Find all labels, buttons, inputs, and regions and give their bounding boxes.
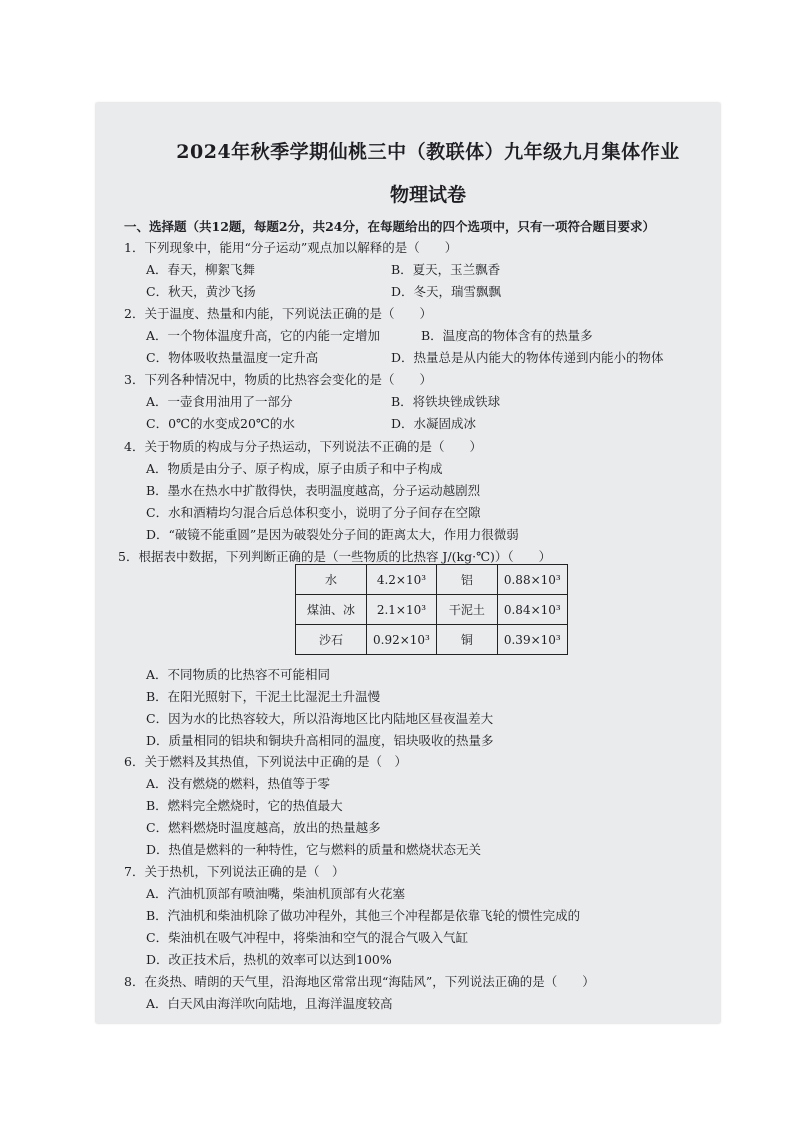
q5-option-a: A．不同物质的比热容不可能相同 <box>146 667 331 682</box>
q8-option-a: A．白天风由海洋吹向陆地，且海洋温度较高 <box>146 996 393 1011</box>
table-cell: 铝 <box>436 565 497 595</box>
q3-option-d: D．水凝固成冰 <box>391 416 477 431</box>
q7-option-b: B．汽油机和柴油机除了做功冲程外，其他三个冲程都是依靠飞轮的惯性完成的 <box>146 908 581 923</box>
question-5: 5．根据表中数据，下列判断正确的是（一些物质的比热容 J/(kg·℃)）（ ） <box>118 549 552 564</box>
question-8: 8．在炎热、晴朗的天气里，沿海地区常常出现“海陆风”，下列说法正确的是（ ） <box>124 974 595 989</box>
q2-option-b: B．温度高的物体含有的热量多 <box>421 328 593 343</box>
q1-option-d: D．冬天，瑞雪飘飘 <box>391 284 502 299</box>
table-cell: 0.92×10³ <box>367 625 437 655</box>
table-cell: 干泥土 <box>436 595 497 625</box>
specific-heat-table <box>295 564 568 655</box>
q3-option-c: C．0℃的水变成20℃的水 <box>146 416 295 431</box>
q4-option-c: C．水和酒精均匀混合后总体积变小，说明了分子间存在空隙 <box>146 505 481 520</box>
question-3: 3．下列各种情况中，物质的比热容会变化的是（ ） <box>124 372 432 387</box>
q4-option-d: D．“破镜不能重圆”是因为破裂处分子间的距离太大，作用力很微弱 <box>146 527 519 542</box>
q4-option-a: A．物质是由分子、原子构成，原子由质子和中子构成 <box>146 461 443 476</box>
page-title: 2024年秋季学期仙桃三中（教联体）九年级九月集体作业 <box>176 141 680 163</box>
table-cell: 煤油、冰 <box>296 595 367 625</box>
table-cell: 2.1×10³ <box>367 595 437 625</box>
q5-option-b: B．在阳光照射下，干泥土比湿泥土升温慢 <box>146 689 381 704</box>
q2-option-d: D．热量总是从内能大的物体传递到内能小的物体 <box>391 350 664 365</box>
page-subtitle: 物理试卷 <box>389 184 466 206</box>
q2-option-c: C．物体吸收热量温度一定升高 <box>146 350 319 365</box>
q3-option-b: B．将铁块锉成铁球 <box>391 394 501 409</box>
q5-option-c: C．因为水的比热容较大，所以沿海地区比内陆地区昼夜温差大 <box>146 711 494 726</box>
q6-option-c: C．燃料燃烧时温度越高，放出的热量越多 <box>146 820 381 835</box>
table-cell: 水 <box>296 565 367 595</box>
q4-option-b: B．墨水在热水中扩散得快，表明温度越高，分子运动越剧烈 <box>146 483 481 498</box>
q3-option-a: A．一壶食用油用了一部分 <box>146 394 293 409</box>
q1-option-c: C．秋天，黄沙飞扬 <box>146 284 256 299</box>
question-4: 4．关于物质的构成与分子热运动，下列说法不正确的是（ ） <box>124 439 482 454</box>
q5-option-d: D．质量相同的铝块和铜块升高相同的温度，铝块吸收的热量多 <box>146 733 494 748</box>
q2-option-a: A．一个物体温度升高，它的内能一定增加 <box>146 328 381 343</box>
table-row <box>296 565 568 595</box>
q6-option-b: B．燃料完全燃烧时，它的热值最大 <box>146 798 343 813</box>
question-1: 1．下列现象中，能用“分子运动”观点加以解释的是（ ） <box>124 240 458 255</box>
question-6: 6．关于燃料及其热值，下列说法中正确的是（ ） <box>124 754 407 769</box>
exam-paper <box>96 103 720 1023</box>
table-cell: 沙石 <box>296 625 367 655</box>
table-row <box>296 625 568 655</box>
table-cell: 0.88×10³ <box>497 565 567 595</box>
table-cell: 0.39×10³ <box>497 625 567 655</box>
q6-option-d: D．热值是燃料的一种特性，它与燃料的质量和燃烧状态无关 <box>146 842 482 857</box>
q1-option-b: B．夏天，玉兰飘香 <box>391 262 501 277</box>
section-heading: 一、选择题（共12题，每题2分，共24分，在每题给出的四个选项中，只有一项符合题目要求） <box>124 219 655 234</box>
q7-option-a: A．汽油机顶部有喷油嘴，柴油机顶部有火花塞 <box>146 886 406 901</box>
question-2: 2．关于温度、热量和内能，下列说法正确的是（ ） <box>124 306 432 321</box>
table-cell: 0.84×10³ <box>497 595 567 625</box>
q7-option-d: D．改正技术后，热机的效率可以达到100% <box>146 952 392 967</box>
q1-option-a: A．春天，柳絮飞舞 <box>146 262 256 277</box>
question-7: 7．关于热机，下列说法正确的是（ ） <box>124 864 345 879</box>
table-cell: 铜 <box>436 625 497 655</box>
q6-option-a: A．没有燃烧的燃料，热值等于零 <box>146 776 331 791</box>
table-cell: 4.2×10³ <box>367 565 437 595</box>
table-row <box>296 595 568 625</box>
q7-option-c: C．柴油机在吸气冲程中，将柴油和空气的混合气吸入气缸 <box>146 930 469 945</box>
